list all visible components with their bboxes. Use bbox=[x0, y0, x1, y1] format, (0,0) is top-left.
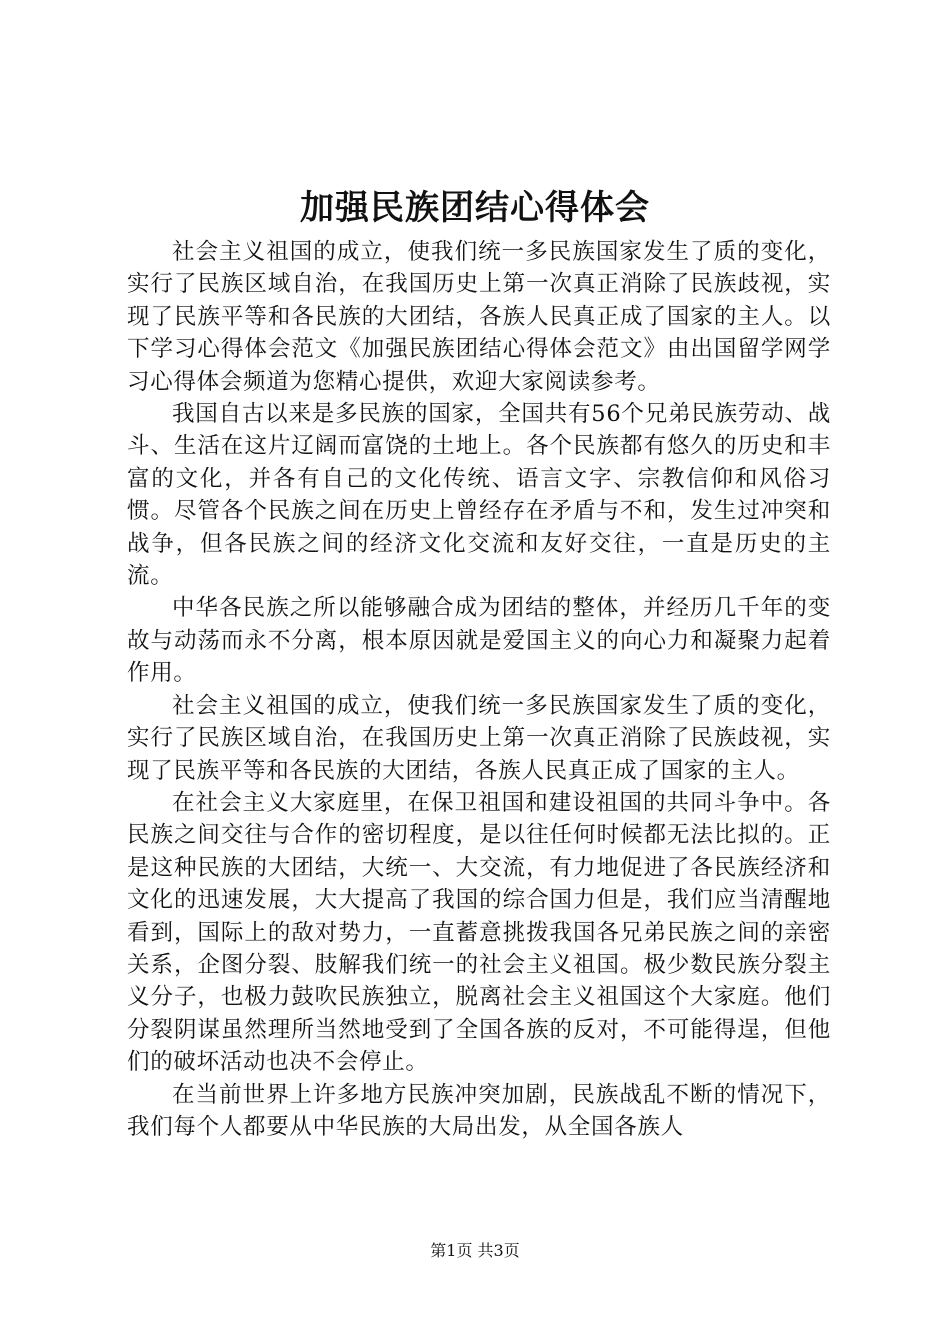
page-number-footer: 第1页 共3页 bbox=[430, 1241, 520, 1260]
paragraph-6: 在当前世界上许多地方民族冲突加剧，民族战乱不断的情况下，我们每个人都要从中华民族的大局出发，从全国各族人 bbox=[127, 1081, 831, 1140]
paragraph-2: 我国自古以来是多民族的国家，全国共有56个兄弟民族劳动、战斗、生活在这片辽阔而富饶的土地上。各个民族都有悠久的历史和丰富的文化，并各有自己的文化传统、语言文字、宗教信仰和风俗习惯。尽管各个民族之间在历史上曾经存在矛盾与不和，发生过冲突和战争，但各民族之间的经济文化交流和友好交往，一直是历史的主流。 bbox=[127, 401, 831, 590]
document-title: 加强民族团结心得体会 bbox=[300, 188, 650, 228]
paragraph-3: 中华各民族之所以能够融合成为团结的整体，并经历几千年的变故与动荡而永不分离，根本原因就是爱国主义的向心力和凝聚力起着作用。 bbox=[127, 595, 831, 687]
paragraph-5: 在社会主义大家庭里，在保卫祖国和建设祖国的共同斗争中。各民族之间交往与合作的密切程度，是以往任何时候都无法比拟的。正是这种民族的大团结，大统一、大交流，有力地促进了各民族经济和文化的迅速发展，大大提高了我国的综合国力但是，我们应当清醒地看到，国际上的敌对势力，一直蓄意挑拨我国各兄弟民族之间的亲密关系，企图分裂、肢解我们统一的社会主义祖国。极少数民族分裂主义分子，也极力鼓吹民族独立，脱离社会主义祖国这个大家庭。他们分裂阴谋虽然理所当然地受到了全国各族的反对，不可能得逞，但他们的破坏活动也决不会停止。 bbox=[127, 789, 831, 1076]
document-body bbox=[127, 236, 831, 1143]
paragraph-4: 社会主义祖国的成立，使我们统一多民族国家发生了质的变化，实行了民族区域自治，在我国历史上第一次真正消除了民族歧视，实现了民族平等和各民族的大团结，各族人民真正成了国家的主人。 bbox=[127, 692, 831, 784]
paragraph-1: 社会主义祖国的成立，使我们统一多民族国家发生了质的变化，实行了民族区域自治，在我国历史上第一次真正消除了民族歧视，实现了民族平等和各民族的大团结，各族人民真正成了国家的主人。以下学习心得体会范文《加强民族团结心得体会范文》由出国留学网学习心得体会频道为您精心提供，欢迎大家阅读参考。 bbox=[127, 239, 831, 395]
